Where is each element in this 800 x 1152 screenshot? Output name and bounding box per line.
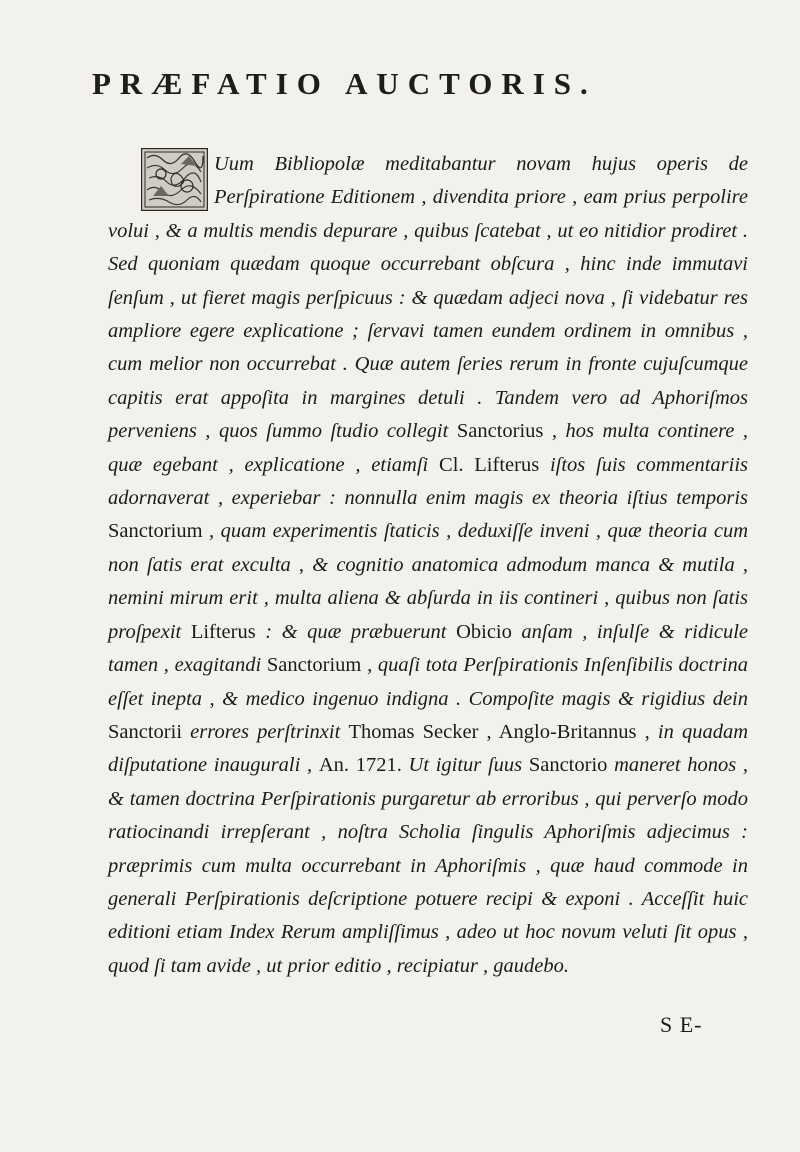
initial-space	[108, 148, 214, 214]
name-listerus: Lifterus	[190, 620, 256, 643]
name-sanctorium: Sanctorium	[266, 654, 362, 677]
text-segment: , quam experimentis ſtaticis , deduxiſſe inveni , quæ theoria cum non ſatis erat exculta , & cognitio anatomica admodum manca & mutila , nemini mirum erit , multa aliena & abſurda in iis contineri , quibus non ſatis proſpexit	[108, 520, 749, 643]
text-segment: in quadam diſputatione inaugurali ,	[108, 720, 749, 777]
text-segment: , hos multa continere , quæ egebant , explicatione , etiamſi	[108, 420, 749, 476]
text-segment: Uum Bibliopolæ meditabantur novam hujus operis de Perſpiratione Editionem , divendita priore , eam prius perpolire volui , & a multis mendis depurare , quibus ſcatebat , ut eo nitidior prodiret . Sed quoniam quædam quoque occurrebant obſcura , hinc inde immutavi ſenſum , ut fieret magis perſpicuus : & quædam adjeci nova , ſi videbatur res ampliore egere explicatione ; ſervavi tamen eundem ordinem in omnibus , cum melior non occurrebat . Quæ autem ſeries rerum in fronte cujuſcumque capitis erat appoſita in margines detuli . Tandem vero ad Aphoriſmos perveniens , quos ſummo ſtudio collegit	[108, 153, 748, 443]
name-obicio: Obicio	[456, 620, 512, 643]
text-segment: : & quæ præbuerunt	[265, 620, 447, 643]
preface-paragraph	[108, 148, 748, 983]
date-year: An. 1721.	[318, 754, 402, 777]
text-segment: maneret honos , & tamen doctrina Perſpirationis purgaretur ab erroribus , qui perverſo modo ratiocinandi irrepſerant , noſtra Scholia ſingulis Aphoriſmis adjecimus : præprimis cum multa occurrebant in Aphoriſmis , quæ haud commode in generali Perſpirationis deſcriptione potuere recipi & exponi . Acceſſit huic editioni etiam Index Rerum ampliſſimus , adeo ut hoc novum veluti ſit opus , quod ſi tam avide , ut prior editio , recipiatur , gaudebo.	[108, 754, 748, 977]
name-listerus: Cl. Lifterus	[439, 453, 540, 476]
name-thomas-secker: Thomas Secker , Anglo-Britannus ,	[348, 720, 650, 743]
text-segment: iſtos ſuis commentariis adornaverat , experiebar : nonnulla enim magis ex theoria iſtius temporis	[108, 453, 748, 510]
text-segment: errores perſtrinxit	[190, 720, 341, 743]
name-sanctorio: Sanctorio	[528, 754, 608, 777]
page-heading: PRÆFATIO AUCTORIS.	[92, 66, 597, 101]
name-sanctorium: Sanctorium	[108, 520, 203, 543]
text-segment: Ut igitur ſuus	[408, 754, 523, 777]
name-sanctorius: Sanctorius	[456, 420, 544, 443]
catchword: S E-	[660, 1012, 703, 1037]
name-sanctorii: Sanctorii	[108, 720, 183, 743]
text-segment: anſam , inſulſe & ridicule tamen , exagitandi	[108, 620, 749, 677]
text-segment: , quaſi tota Perſpirationis Inſenſibilis doctrina eſſet inepta , & medico ingenuo indigna . Compoſite magis & rigidius dein	[108, 654, 749, 710]
